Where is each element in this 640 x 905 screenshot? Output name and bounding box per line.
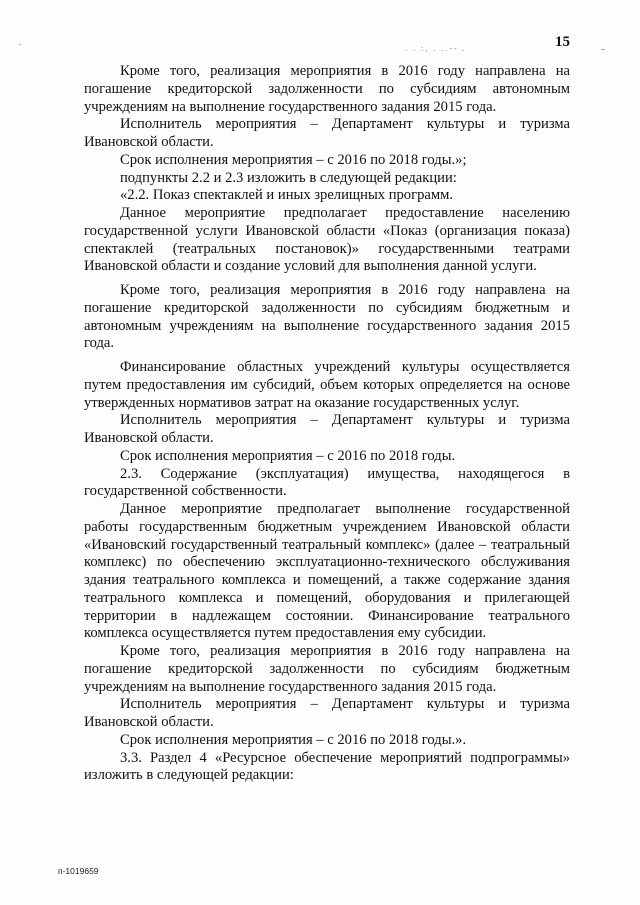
paragraph: Исполнитель мероприятия – Департамент культуры и туризма Ивановской области.: [84, 696, 570, 730]
paragraph: Срок исполнения мероприятия – с 2016 по 2018 годы.».: [120, 731, 467, 748]
paragraph: 2.3. Содержание (эксплуатация) имущества, находящегося в государственной собственности.: [84, 465, 570, 500]
paragraph: 3.3. Раздел 4 «Ресурсное обеспечение мероприятий подпрограммы» изложить в следующей редакции:: [84, 749, 570, 784]
scan-mark-right: -: [601, 44, 605, 55]
paragraph: Исполнитель мероприятия – Департамент культуры и туризма Ивановской области.: [84, 412, 570, 446]
paragraph: Исполнитель мероприятия – Департамент культуры и туризма Ивановской области.: [84, 116, 570, 150]
paragraph: «2.2. Показ спектаклей и иных зрелищных программ.: [120, 187, 453, 204]
paragraph: Финансирование областных учреждений культуры осуществляется путем предоставления им субсидий, объем которых определяется на основе утвержденных нормативов затрат на оказание государственных услуг.: [84, 359, 570, 411]
paragraph: Срок исполнения мероприятия – с 2016 по 2018 годы.»;: [120, 151, 467, 168]
scan-marks: . . :, . ..-- .: [405, 44, 467, 53]
paragraph: Кроме того, реализация мероприятия в 2016 году направлена на погашение кредиторской задолженности по субсидиям автономным учреждениям на выполнение государственного задания 2015 года.: [84, 63, 570, 115]
document-body: [84, 63, 570, 785]
paragraph: Кроме того, реализация мероприятия в 2016 году направлена на погашение кредиторской задолженности по субсидиям бюджетным учреждениям на выполнение государственного задания 2015 года.: [84, 643, 570, 695]
page-number: 15: [555, 34, 570, 50]
document-code: п-1019659: [58, 866, 99, 876]
paragraph: Кроме того, реализация мероприятия в 2016 году направлена на погашение кредиторской задолженности по субсидиям бюджетным и автономным учреждениям на выполнение государственного задания 2015 года.: [84, 282, 570, 352]
paragraph: Срок исполнения мероприятия – с 2016 по 2018 годы.: [120, 447, 456, 464]
paragraph: подпункты 2.2 и 2.3 изложить в следующей редакции:: [120, 169, 457, 186]
paragraph: Данное мероприятие предполагает выполнение государственной работы государственным бюджетным учреждением Ивановской области «Ивановский государственный театральный комплекс» (далее – театральный комплекс) по обеспечению эксплуатационно-технического обслуживания здания театрального комплекса и помещений, а также содержание здания театрального комплекса и помещений, оборудования и прилегающей территории в надлежащем состоянии. Финансирование театрального комплекса осуществляется путем предоставления ему субсидии.: [84, 501, 570, 642]
paragraph: Данное мероприятие предполагает предоставление населению государственной услуги Ивановской области «Показ (организация показа) спектаклей (театральных постановок)» государственными театрами Ивановской области и создание условий для выполнения данной услуги.: [84, 205, 570, 275]
scan-mark-left: ·: [18, 40, 22, 51]
